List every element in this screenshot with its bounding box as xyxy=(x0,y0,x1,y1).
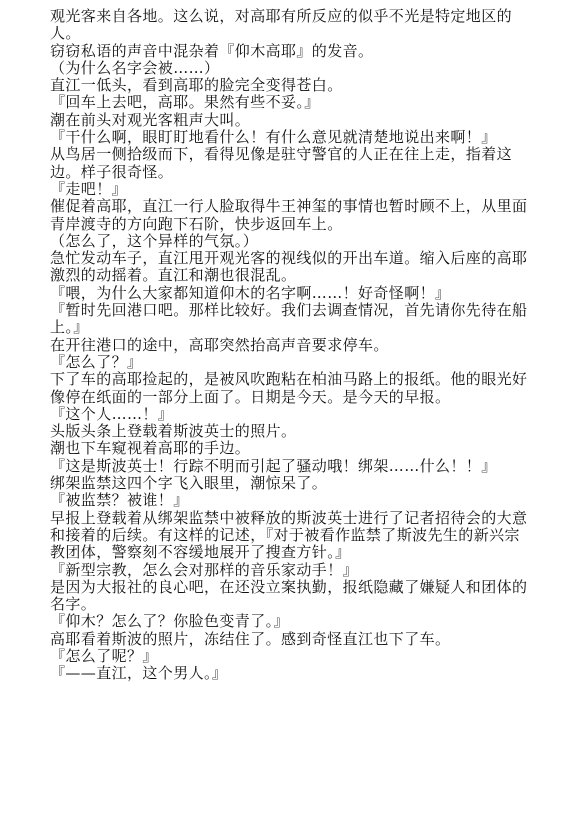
paragraph: 高耶看着斯波的照片，冻结住了。感到奇怪直江也下了车。 xyxy=(50,629,451,648)
paragraph: 早报上登载着从绑架监禁中被释放的斯波英士进行了记者招待会的大意和接着的后续。有这样的记述，『对于被看作监禁了斯波先生的新兴宗教团体，警察刻不容缓地展开了搜查方针。』 xyxy=(50,508,528,562)
paragraph: 在开往港口的途中，高耶突然抬高声音要求停车。 xyxy=(50,335,389,354)
paragraph: 催促着高耶，直江一行人脸取得牛王神玺的事情也暂时顾不上，从里面青岸渡寺的方向跑下石阶，快步返回车上。 xyxy=(50,197,528,233)
paragraph: 潮在前头对观光客粗声大叫。 xyxy=(50,110,251,129)
paragraph: 『暂时先回港口吧。那样比较好。我们去调查情况，首先请你先待在船上。』 xyxy=(50,301,528,337)
paragraph: 『回车上去吧，高耶。果然有些不妥。』 xyxy=(50,93,320,112)
paragraph: 『这个人……！』 xyxy=(50,404,174,423)
paragraph: 『被监禁？被谁！』 xyxy=(50,491,189,510)
paragraph: 『干什么啊，眼盯盯地看什么！有什么意见就清楚地说出来啊！』 xyxy=(50,128,497,147)
paragraph: 『走吧！』 xyxy=(50,179,128,198)
paragraph: 绑架监禁这四个字飞入眼里，潮惊呆了。 xyxy=(50,474,328,493)
paragraph: （怎么了，这个异样的气氛。） xyxy=(50,231,259,250)
paragraph: 『喂，为什么大家都知道仰木的名字啊……！好奇怪啊！』 xyxy=(50,283,451,302)
paragraph: 『怎么了？』 xyxy=(50,352,143,371)
paragraph: 下了车的高耶捡起的，是被风吹跑粘在柏油马路上的报纸。他的眼光好像停在纸面的一部分上面了。日期是今天。是今天的早报。 xyxy=(50,370,528,406)
paragraph: 『新型宗教，怎么会对那样的音乐家动手！』 xyxy=(50,560,359,579)
paragraph: 急忙发动车子，直江甩开观光客的视线似的开出车道。缩入后座的高耶激烈的动摇着。直江和潮也很混乱。 xyxy=(50,249,528,285)
paragraph: 『仰木？怎么了？你脸色变青了。』 xyxy=(50,612,289,631)
paragraph: 观光客来自各地。这么说，对高耶有所反应的似乎不光是特定地区的人。 xyxy=(50,7,513,43)
paragraph: 是因为大报社的良心吧，在还没立案执勤，报纸隐藏了嫌疑人和团体的名字。 xyxy=(50,577,528,614)
paragraph: 直江一低头，看到高耶的脸完全变得苍白。 xyxy=(50,76,343,95)
paragraph: 潮也下车窥视着高耶的手边。 xyxy=(50,439,251,458)
paragraph: 『怎么了呢？』 xyxy=(50,646,158,665)
document-page xyxy=(50,8,530,683)
paragraph: 窃窃私语的声音中混杂着『仰木高耶』的发音。 xyxy=(50,41,374,60)
paragraph: （为什么名字会被……） xyxy=(50,58,220,77)
paragraph: 头版头条上登载着斯波英士的照片。 xyxy=(50,422,297,441)
paragraph: 『这是斯波英士！行踪不明而引起了骚动哦！绑架……什么！！』 xyxy=(50,456,497,475)
paragraph: 『——直江，这个男人。』 xyxy=(50,664,228,683)
paragraph: 从鸟居一侧拾级而下，看得见像是驻守警官的人正在往上走，指着这边。样子很奇怪。 xyxy=(50,145,513,181)
